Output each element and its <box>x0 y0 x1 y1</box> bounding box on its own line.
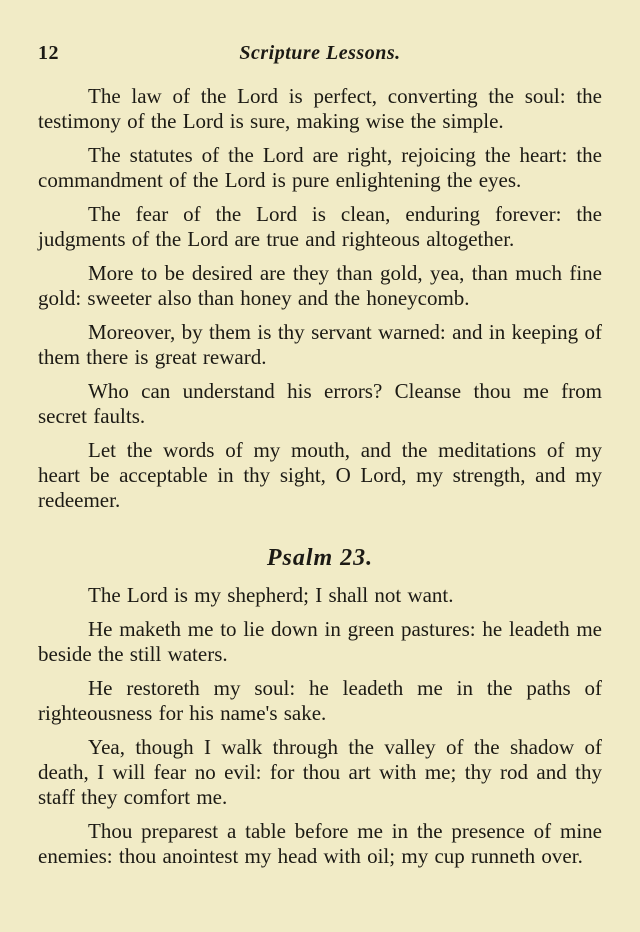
psalm-verse: The Lord is my shepherd; I shall not want. <box>88 583 454 607</box>
psalm-verse: He restoreth my soul: he leadeth me in the paths of righteousness for his name's sake. <box>38 676 602 725</box>
page-body <box>38 84 602 878</box>
verse-paragraph: The law of the Lord is perfect, converting the soul: the testimony of the Lord is sure, making wise the simple. <box>38 84 602 133</box>
psalm-title: Psalm 23. <box>266 545 374 571</box>
psalm-verse: He maketh me to lie down in green pastures: he leadeth me beside the still waters. <box>38 617 602 666</box>
verse-paragraph: More to be desired are they than gold, yea, than much fine gold: sweeter also than honey and the honeycomb. <box>38 261 602 310</box>
verse-paragraph: Who can understand his errors? Cleanse thou me from secret faults. <box>38 379 602 428</box>
running-title: Scripture Lessons. <box>239 42 401 64</box>
verse-paragraph: Let the words of my mouth, and the meditations of my heart be acceptable in thy sight, O Lord, my strength, and my redeemer. <box>38 438 602 512</box>
page-number: 12 <box>38 42 59 64</box>
psalm-verse: Yea, though I walk through the valley of the shadow of death, I will fear no evil: for thou art with me; thy rod and thy staff they comfort me. <box>38 735 602 809</box>
page-header <box>38 42 602 70</box>
verse-paragraph: Moreover, by them is thy servant warned: and in keeping of them there is great reward. <box>38 320 602 369</box>
verse-paragraph: The statutes of the Lord are right, rejoicing the heart: the commandment of the Lord is pure enlightening the eyes. <box>38 143 602 192</box>
verse-paragraph: The fear of the Lord is clean, enduring forever: the judgments of the Lord are true and righteous altogether. <box>38 202 602 251</box>
psalm-verse: Thou preparest a table before me in the presence of mine enemies: thou anointest my head with oil; my cup runneth over. <box>38 819 602 868</box>
